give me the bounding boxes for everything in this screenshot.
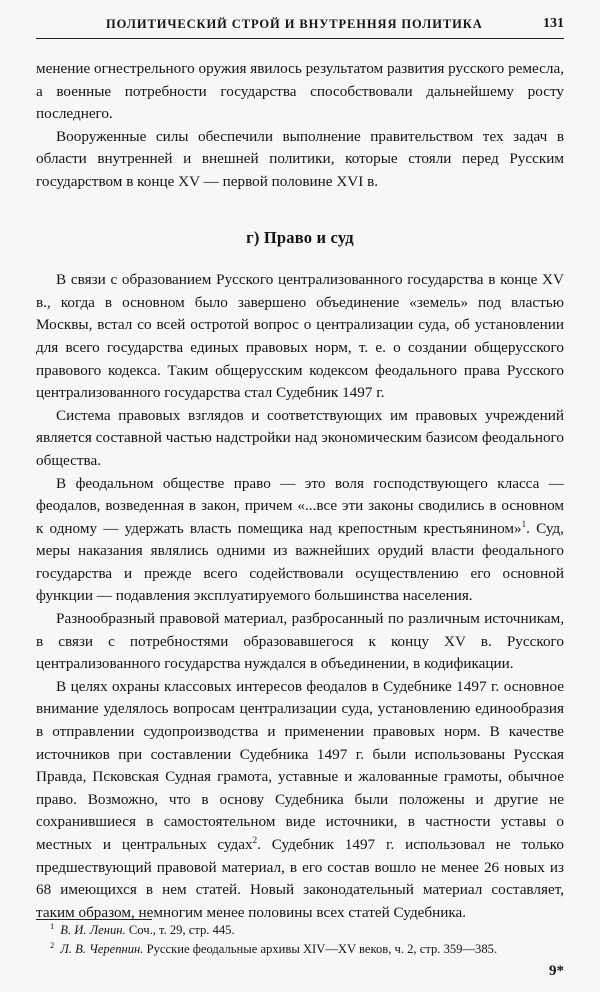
footnote-text: Соч., т. 29, стр. 445.: [128, 923, 235, 937]
footnote-text: Русские феодальные архивы XIV—XV веков, ч. 2, стр. 359—385.: [146, 942, 498, 956]
paragraph-text: . Судебник 1497 г. использовал не только предшествующий правовой материал, в его состав вошло не менее 26 новых из 68 имеющихся в нем статей. Новый законодательный материал составляет, таким образом, немногим менее половины всех статей Судебника.: [36, 836, 564, 921]
footnote-number: 2: [50, 939, 55, 950]
page-header: [36, 14, 564, 38]
paragraph-continued: менение огнестрельного оружия явилось результатом развития русского ремесла, а военные потребности государства способствовали дальнейшему росту последнего.: [36, 60, 564, 123]
paragraph: [36, 676, 564, 925]
page-number: 131: [543, 16, 564, 31]
footnote-ref[interactable]: 2: [252, 834, 258, 845]
running-title: ПОЛИТИЧЕСКИЙ СТРОЙ И ВНУТРЕННЯЯ ПОЛИТИКА: [106, 17, 483, 31]
footnote-rule: [36, 919, 152, 920]
section-title: г) Право и суд: [246, 227, 354, 247]
footnote-ref[interactable]: 1: [521, 518, 527, 529]
paragraph: [36, 473, 564, 609]
paragraph-text: В целях охраны классовых интересов феодалов в Судебнике 1497 г. основное внимание уделялось вопросам централизации суда, установлению единообразия в отправлении судопроизводства и применении правовых норм. В качестве источников при составлении Судебника 1497 г. были использованы Русская Правда, Псковская Судная грамота, уставные и жалованные грамоты, обычное право. Возможно, что в основу Судебника были положены и другие не сохранившиеся в самостоятельном виде источники, в частности уставы о местных и центральных судах: [36, 677, 564, 853]
footnote-author: Л. В. Черепнин.: [60, 942, 144, 956]
footnote-author: В. И. Ленин.: [60, 923, 126, 937]
paragraph: Вооруженные силы обеспечили выполнение правительством тех задач в области внутренней и внешней политики, которые стояли перед Русским государством в конце XV — первой половине XVI в.: [36, 127, 564, 190]
footnotes: [50, 921, 564, 959]
paragraph: Разнообразный правовой материал, разбросанный по различным источникам, в связи с потребностями образовавшегося к концу XV в. Русского централизованного государства нуждался в объединении, в кодификации.: [36, 610, 564, 673]
header-rule: [36, 38, 564, 39]
paragraph-text: В феодальном обществе право — это воля господствующего класса — феодалов, возведенная в закон, причем «...все эти законы сводились в основном к одному — удержать власть помещика над крепостным крестьянином»: [36, 474, 564, 537]
signature-mark: 9*: [549, 963, 564, 979]
footnote: [50, 940, 564, 959]
footnote-number: 1: [50, 920, 55, 931]
paragraph: В связи с образованием Русского централизованного государства в конце XV в., когда в основном было завершено объединение «земель» под властью Москвы, встал со всей остротой вопрос о централизации суда, об установлении для всего государства единых правовых норм, т. е. о создании общерусского правового кодекса. Таким общерусским кодексом феодального права Русского централизованного государства стал Судебник 1497 г.: [36, 271, 564, 402]
main-text: [36, 58, 564, 924]
footnote: [50, 921, 564, 940]
paragraph-text: . Суд, меры наказания являлись одними из важнейших орудий власти феодального государства и прежде всего содействовали осуществлению его основной функции — подавления эксплуатируемого большинства населения.: [36, 519, 564, 605]
paragraph: Система правовых взглядов и соответствующих им правовых учреждений является составной частью надстройки над экономическим базисом феодального общества.: [36, 406, 564, 469]
